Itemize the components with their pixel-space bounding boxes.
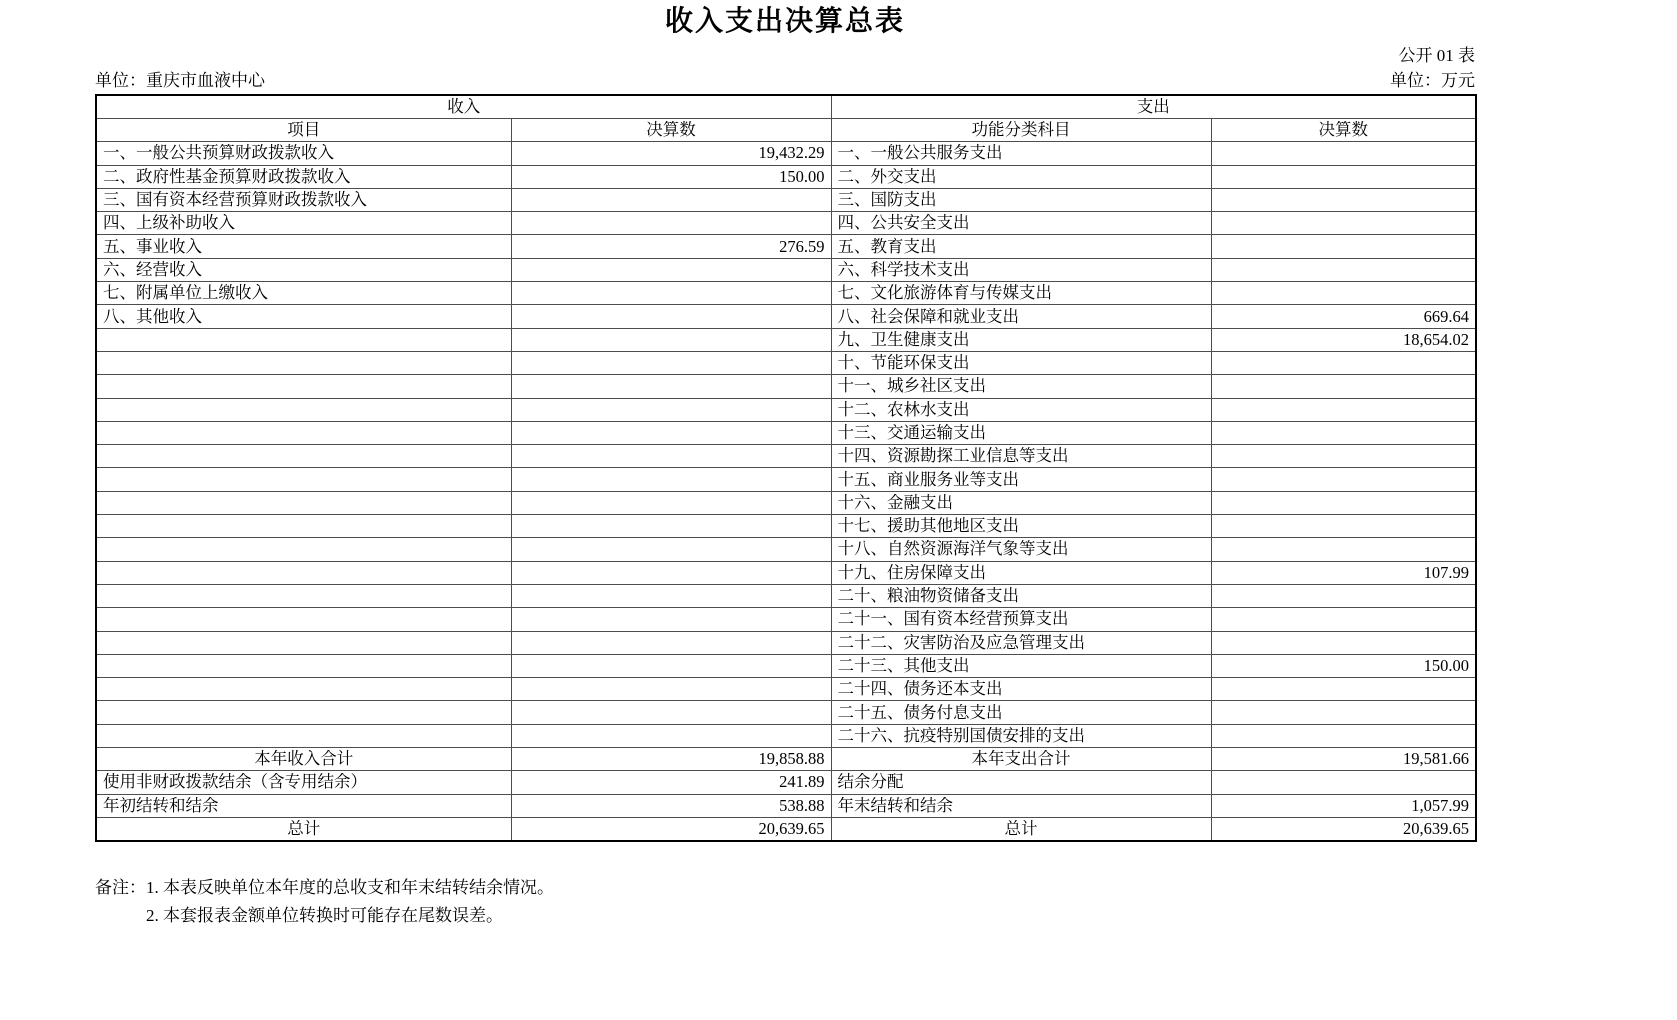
income-item-label: 六、经营收入 [96, 258, 511, 281]
income-item-label: 一、一般公共预算财政拨款收入 [96, 142, 511, 165]
income-item-label: 三、国有资本经营预算财政拨款收入 [96, 188, 511, 211]
table-row [96, 258, 1476, 281]
expense-summary-value [1211, 771, 1476, 794]
expense-item-label: 十八、自然资源海洋气象等支出 [831, 538, 1211, 561]
unit-currency-label: 单位：万元 [1390, 71, 1475, 90]
expense-item-value [1211, 584, 1476, 607]
expense-item-label: 七、文化旅游体育与传媒支出 [831, 282, 1211, 305]
expense-item-value [1211, 258, 1476, 281]
table-row [96, 701, 1476, 724]
notes-label: 备注： [95, 877, 146, 897]
income-item-value [511, 421, 831, 444]
expense-item-value [1211, 212, 1476, 235]
unit-name-label: 单位：重庆市血液中心 [95, 71, 265, 90]
expense-item-value [1211, 468, 1476, 491]
income-item-label [96, 515, 511, 538]
table-row [96, 678, 1476, 701]
expense-item-label: 二十五、债务付息支出 [831, 701, 1211, 724]
table-row [96, 608, 1476, 631]
expense-item-label: 十四、资源勘探工业信息等支出 [831, 445, 1211, 468]
expense-item-value [1211, 515, 1476, 538]
expense-item-value [1211, 375, 1476, 398]
income-item-value [511, 305, 831, 328]
expense-item-label: 十二、农林水支出 [831, 398, 1211, 421]
expense-item-label: 二、外交支出 [831, 165, 1211, 188]
expense-item-label: 二十三、其他支出 [831, 654, 1211, 677]
expense-item-value: 669.64 [1211, 305, 1476, 328]
table-row [96, 421, 1476, 444]
note-line-2: 2. 本套报表金额单位转换时可能存在尾数误差。 [146, 905, 503, 925]
expense-item-value [1211, 142, 1476, 165]
expense-summary-label: 本年支出合计 [831, 748, 1211, 771]
table-row [96, 328, 1476, 351]
table-row [96, 375, 1476, 398]
income-item-value [511, 724, 831, 747]
table-row [96, 142, 1476, 165]
income-item-label [96, 724, 511, 747]
unit-row [95, 70, 1475, 92]
page-title: 收入支出决算总表 [664, 5, 905, 36]
expense-section-header: 支出 [831, 95, 1476, 119]
column-header-row [96, 119, 1476, 142]
table-row [96, 538, 1476, 561]
expense-summary-value: 1,057.99 [1211, 794, 1476, 817]
income-item-value [511, 375, 831, 398]
table-row [96, 654, 1476, 677]
table-row [96, 351, 1476, 374]
expense-item-label: 十七、援助其他地区支出 [831, 515, 1211, 538]
income-item-value [511, 468, 831, 491]
expense-item-value [1211, 445, 1476, 468]
income-summary-label: 使用非财政拨款结余（含专用结余） [96, 771, 511, 794]
expense-item-label: 六、科学技术支出 [831, 258, 1211, 281]
budget-table [95, 94, 1477, 842]
income-summary-value: 19,858.88 [511, 748, 831, 771]
expense-item-value: 107.99 [1211, 561, 1476, 584]
table-row [96, 445, 1476, 468]
income-item-value [511, 515, 831, 538]
income-item-label: 五、事业收入 [96, 235, 511, 258]
summary-row [96, 748, 1476, 771]
expense-item-value [1211, 235, 1476, 258]
expense-item-value [1211, 608, 1476, 631]
expense-item-label: 三、国防支出 [831, 188, 1211, 211]
expense-item-value: 150.00 [1211, 654, 1476, 677]
document-page [95, 0, 1475, 930]
income-item-value [511, 584, 831, 607]
income-item-label [96, 421, 511, 444]
table-row [96, 515, 1476, 538]
table-row [96, 398, 1476, 421]
expense-item-label: 五、教育支出 [831, 235, 1211, 258]
summary-row [96, 794, 1476, 817]
expense-item-label: 十三、交通运输支出 [831, 421, 1211, 444]
income-item-label [96, 328, 511, 351]
expense-item-label: 二十、粮油物资储备支出 [831, 584, 1211, 607]
expense-item-value [1211, 282, 1476, 305]
income-item-label [96, 654, 511, 677]
income-item-value [511, 631, 831, 654]
table-row [96, 188, 1476, 211]
income-item-col-header: 项目 [96, 119, 511, 142]
income-section-header: 收入 [96, 95, 831, 119]
expense-item-label: 一、一般公共服务支出 [831, 142, 1211, 165]
table-row [96, 212, 1476, 235]
table-row [96, 165, 1476, 188]
expense-summary-label: 总计 [831, 817, 1211, 841]
income-item-value [511, 445, 831, 468]
table-row [96, 631, 1476, 654]
expense-item-value [1211, 188, 1476, 211]
expense-item-value [1211, 701, 1476, 724]
expense-item-label: 十、节能环保支出 [831, 351, 1211, 374]
table-body [96, 142, 1476, 841]
expense-summary-label: 结余分配 [831, 771, 1211, 794]
expense-item-label: 二十二、灾害防治及应急管理支出 [831, 631, 1211, 654]
income-summary-label: 本年收入合计 [96, 748, 511, 771]
income-summary-label: 总计 [96, 817, 511, 841]
expense-item-label: 二十四、债务还本支出 [831, 678, 1211, 701]
income-item-value [511, 328, 831, 351]
income-summary-value: 538.88 [511, 794, 831, 817]
income-item-label: 二、政府性基金预算财政拨款收入 [96, 165, 511, 188]
expense-item-label: 十九、住房保障支出 [831, 561, 1211, 584]
table-row [96, 235, 1476, 258]
income-item-label [96, 445, 511, 468]
expense-summary-label: 年末结转和结余 [831, 794, 1211, 817]
income-item-value [511, 188, 831, 211]
expense-item-value [1211, 165, 1476, 188]
table-row [96, 305, 1476, 328]
income-amount-col-header: 决算数 [511, 119, 831, 142]
income-item-label [96, 468, 511, 491]
income-item-label [96, 561, 511, 584]
expense-item-col-header: 功能分类科目 [831, 119, 1211, 142]
table-row [96, 282, 1476, 305]
income-item-value: 276.59 [511, 235, 831, 258]
expense-item-label: 九、卫生健康支出 [831, 328, 1211, 351]
income-item-value [511, 608, 831, 631]
income-item-label [96, 701, 511, 724]
expense-item-value: 18,654.02 [1211, 328, 1476, 351]
expense-item-label: 十六、金融支出 [831, 491, 1211, 514]
expense-item-label: 二十一、国有资本经营预算支出 [831, 608, 1211, 631]
income-item-label [96, 678, 511, 701]
income-summary-value: 241.89 [511, 771, 831, 794]
income-item-value [511, 538, 831, 561]
income-item-label: 七、附属单位上缴收入 [96, 282, 511, 305]
income-item-value [511, 212, 831, 235]
expense-item-value [1211, 398, 1476, 421]
notes-block [95, 874, 1475, 930]
income-summary-value: 20,639.65 [511, 817, 831, 841]
income-item-value [511, 701, 831, 724]
income-item-value [511, 654, 831, 677]
income-item-label: 四、上级补助收入 [96, 212, 511, 235]
table-row [96, 724, 1476, 747]
expense-item-value [1211, 351, 1476, 374]
expense-item-value [1211, 421, 1476, 444]
income-item-value [511, 678, 831, 701]
income-item-label [96, 631, 511, 654]
income-item-label [96, 351, 511, 374]
income-summary-label: 年初结转和结余 [96, 794, 511, 817]
note-line-1: 1. 本表反映单位本年度的总收支和年末结转结余情况。 [146, 877, 554, 897]
income-item-value [511, 491, 831, 514]
expense-item-label: 十一、城乡社区支出 [831, 375, 1211, 398]
income-item-value [511, 282, 831, 305]
section-header-row [96, 95, 1476, 119]
expense-item-value [1211, 538, 1476, 561]
summary-row [96, 771, 1476, 794]
doc-number-label: 公开 01 表 [1398, 46, 1475, 65]
expense-item-label: 十五、商业服务业等支出 [831, 468, 1211, 491]
expense-amount-col-header: 决算数 [1211, 119, 1476, 142]
expense-item-label: 四、公共安全支出 [831, 212, 1211, 235]
income-item-label [96, 491, 511, 514]
expense-summary-value: 19,581.66 [1211, 748, 1476, 771]
income-item-value [511, 561, 831, 584]
income-item-value: 150.00 [511, 165, 831, 188]
income-item-label [96, 584, 511, 607]
income-item-label: 八、其他收入 [96, 305, 511, 328]
expense-item-value [1211, 724, 1476, 747]
table-row [96, 468, 1476, 491]
expense-item-value [1211, 678, 1476, 701]
income-item-label [96, 538, 511, 561]
expense-item-value [1211, 491, 1476, 514]
table-row [96, 584, 1476, 607]
table-row [96, 561, 1476, 584]
income-item-label [96, 375, 511, 398]
table-row [96, 491, 1476, 514]
expense-item-label: 二十六、抗疫特别国债安排的支出 [831, 724, 1211, 747]
expense-summary-value: 20,639.65 [1211, 817, 1476, 841]
summary-row [96, 817, 1476, 841]
income-item-value [511, 258, 831, 281]
income-item-value [511, 351, 831, 374]
income-item-value [511, 398, 831, 421]
income-item-label [96, 608, 511, 631]
income-item-label [96, 398, 511, 421]
income-item-value: 19,432.29 [511, 142, 831, 165]
expense-item-label: 八、社会保障和就业支出 [831, 305, 1211, 328]
expense-item-value [1211, 631, 1476, 654]
